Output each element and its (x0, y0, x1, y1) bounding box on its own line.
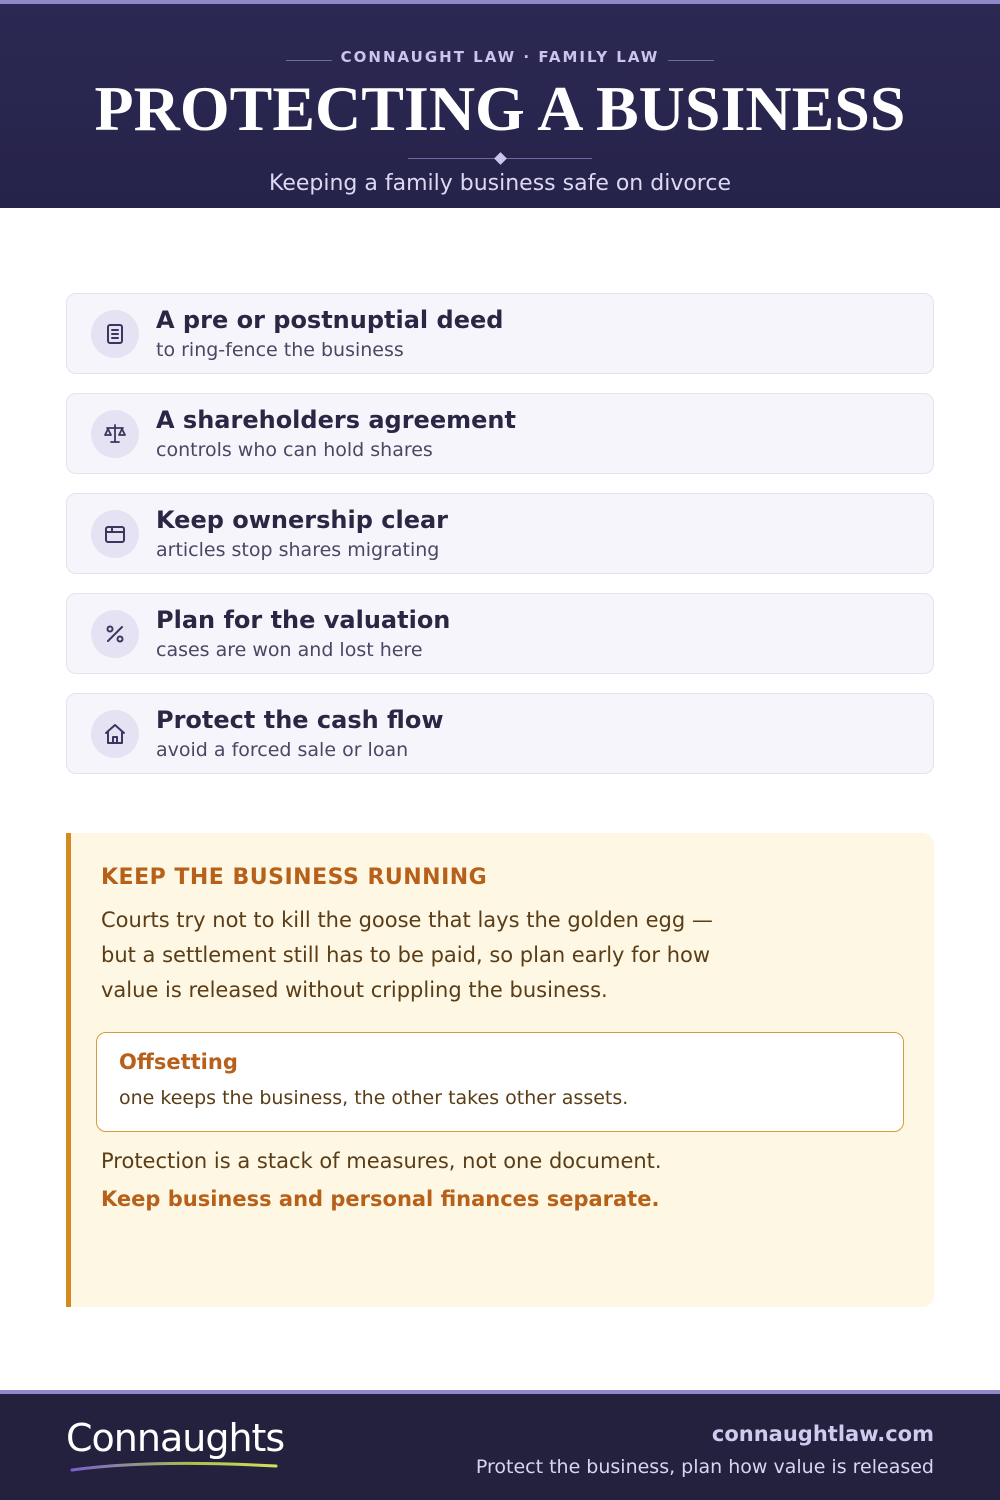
diamond-ornament-icon (494, 152, 507, 165)
callout-emphasis: Keep business and personal finances separate. (101, 1187, 660, 1211)
measure-title: A shareholders agreement (156, 406, 516, 434)
measure-card-valuation (66, 593, 934, 674)
measure-subtitle: to ring-fence the business (156, 339, 404, 361)
measure-card-deed (66, 293, 934, 374)
percent-icon (91, 610, 139, 658)
house-icon (91, 710, 139, 758)
callout-heading: KEEP THE BUSINESS RUNNING (101, 865, 488, 890)
offsetting-title: Offsetting (119, 1050, 238, 1074)
callout-note: Protection is a stack of measures, not one document. (101, 1149, 662, 1173)
measure-subtitle: avoid a forced sale or loan (156, 739, 409, 761)
website-link[interactable]: connaughtlaw.com (711, 1422, 934, 1446)
eyebrow-row (0, 48, 1000, 72)
measure-subtitle: articles stop shares migrating (156, 539, 440, 561)
footer-bar (0, 1390, 1000, 1500)
page-title: PROTECTING A BUSINESS (94, 73, 906, 144)
offsetting-box (96, 1032, 904, 1132)
eyebrow-line-right (668, 60, 714, 61)
callout-body: Courts try not to kill the goose that lays the golden egg — but a settlement still has to be paid, so plan early for how value is released without crippling the business. (101, 908, 713, 1002)
footer-tagline: Protect the business, plan how value is released (475, 1456, 934, 1478)
measure-card-shareholders (66, 393, 934, 474)
scales-icon (91, 410, 139, 458)
measure-card-ownership (66, 493, 934, 574)
measure-title: Keep ownership clear (156, 506, 449, 534)
offsetting-text: one keeps the business, the other takes other assets. (119, 1087, 629, 1109)
header-banner (0, 0, 1000, 208)
measure-title: A pre or postnuptial deed (156, 306, 504, 334)
measure-subtitle: cases are won and lost here (156, 639, 423, 661)
window-icon (91, 510, 139, 558)
measure-card-cashflow (66, 693, 934, 774)
connaughts-logo: Connaughts (66, 1416, 285, 1460)
page-subtitle: Keeping a family business safe on divorce (269, 171, 731, 196)
measure-subtitle: controls who can hold shares (156, 439, 433, 461)
measures-list (66, 293, 934, 793)
logo-swoosh-icon (70, 1460, 280, 1474)
keep-running-callout (66, 833, 934, 1307)
measure-title: Plan for the valuation (156, 606, 451, 634)
document-icon (91, 310, 139, 358)
eyebrow-text: CONNAUGHT LAW · FAMILY LAW (340, 48, 660, 66)
measure-title: Protect the cash flow (156, 706, 444, 734)
